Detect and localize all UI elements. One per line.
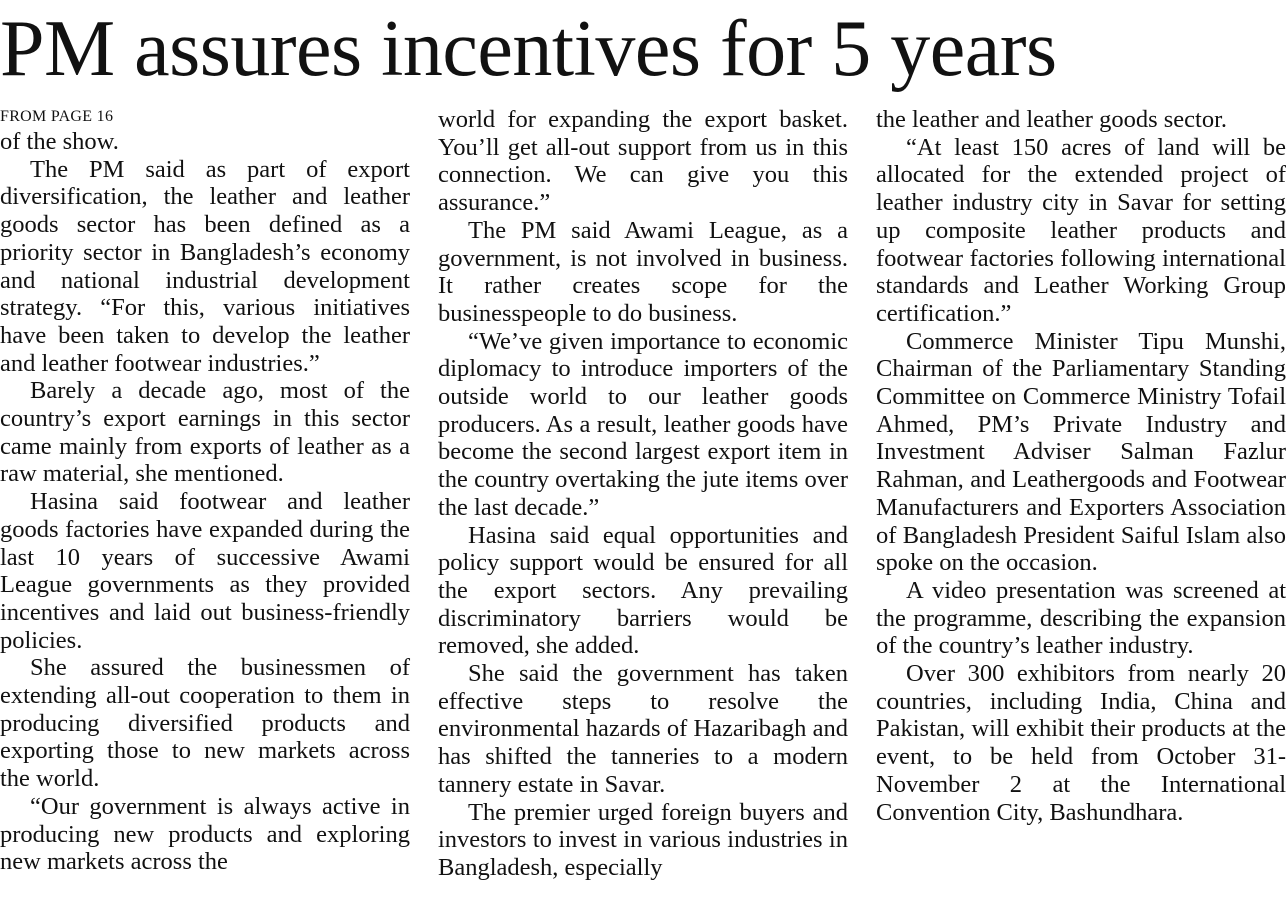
- jump-line: FROM PAGE 16: [0, 108, 114, 125]
- paragraph: She assured the businessmen of extending all-out cooperation to them in producing diversified products and exporting those to new markets across the world.: [0, 654, 410, 793]
- paragraph: the leather and leather goods sector.: [876, 106, 1228, 133]
- paragraph: A video presentation was screened at the programme, describing the expansion of the country’s leather industry.: [876, 576, 1286, 660]
- paragraph: The PM said Awami League, as a government, is not involved in business. It rather creates scope for the businesspeople to do business.: [438, 216, 848, 327]
- article-column-2: [438, 106, 848, 882]
- paragraph: of the show.: [0, 128, 119, 155]
- paragraph: The PM said as part of export diversification, the leather and leather goods sector has been defined as a priority sector in Bangladesh’s economy and national industrial development strategy. “For this, various initiatives have been taken to develop the leather and leather footwear industries.”: [0, 155, 410, 377]
- paragraph: She said the government has taken effective steps to resolve the environmental hazards of Hazaribagh and has shifted the tanneries to a modern tannery estate in Savar.: [438, 660, 848, 798]
- paragraph: Barely a decade ago, most of the country’s export earnings in this sector came mainly from exports of leather as a raw material, she mentioned.: [0, 377, 410, 488]
- headline: PM assures incentives for 5 years: [0, 5, 1057, 93]
- paragraph: world for expanding the export basket. You’ll get all-out support from us in this connection. We can give you this assurance.”: [438, 106, 848, 217]
- paragraph: “Our government is always active in producing new products and exploring new markets across the: [0, 792, 410, 876]
- paragraph: “We’ve given importance to economic diplomacy to introduce importers of the outside world to our leather goods producers. As a result, leather goods have become the second largest export item in the country overtaking the jute items over the last decade.”: [438, 327, 848, 521]
- paragraph: Over 300 exhibitors from nearly 20 countries, including India, China and Pakistan, will exhibit their products at the event, to be held from October 31-November 2 at the International Convention City, Bashundhara.: [876, 660, 1286, 826]
- article-column-3: [876, 106, 1286, 826]
- paragraph: Commerce Minister Tipu Munshi, Chairman of the Parliamentary Standing Committee on Commerce Ministry Tofail Ahmed, PM’s Private Industry and Investment Adviser Salman Fazlur Rahman, and Leathergoods and Footwear Manufacturers and Exporters Association of Bangladesh President Saiful Islam also spoke on the occasion.: [876, 327, 1286, 577]
- paragraph: Hasina said footwear and leather goods factories have expanded during the last 10 years of successive Awami League governments as they provided incentives and laid out business-friendly policies.: [0, 488, 410, 654]
- paragraph: The premier urged foreign buyers and investors to invest in various industries in Bangladesh, especially: [438, 798, 848, 881]
- paragraph: “At least 150 acres of land will be allocated for the extended project of leather industry city in Savar for setting up composite leather products and footwear factories following international standards and Leather Working Group certification.”: [876, 133, 1286, 327]
- paragraph: Hasina said equal opportunities and policy support would be ensured for all the export sectors. Any prevailing discriminatory barriers would be removed, she added.: [438, 521, 848, 660]
- article-column-1: [0, 106, 410, 876]
